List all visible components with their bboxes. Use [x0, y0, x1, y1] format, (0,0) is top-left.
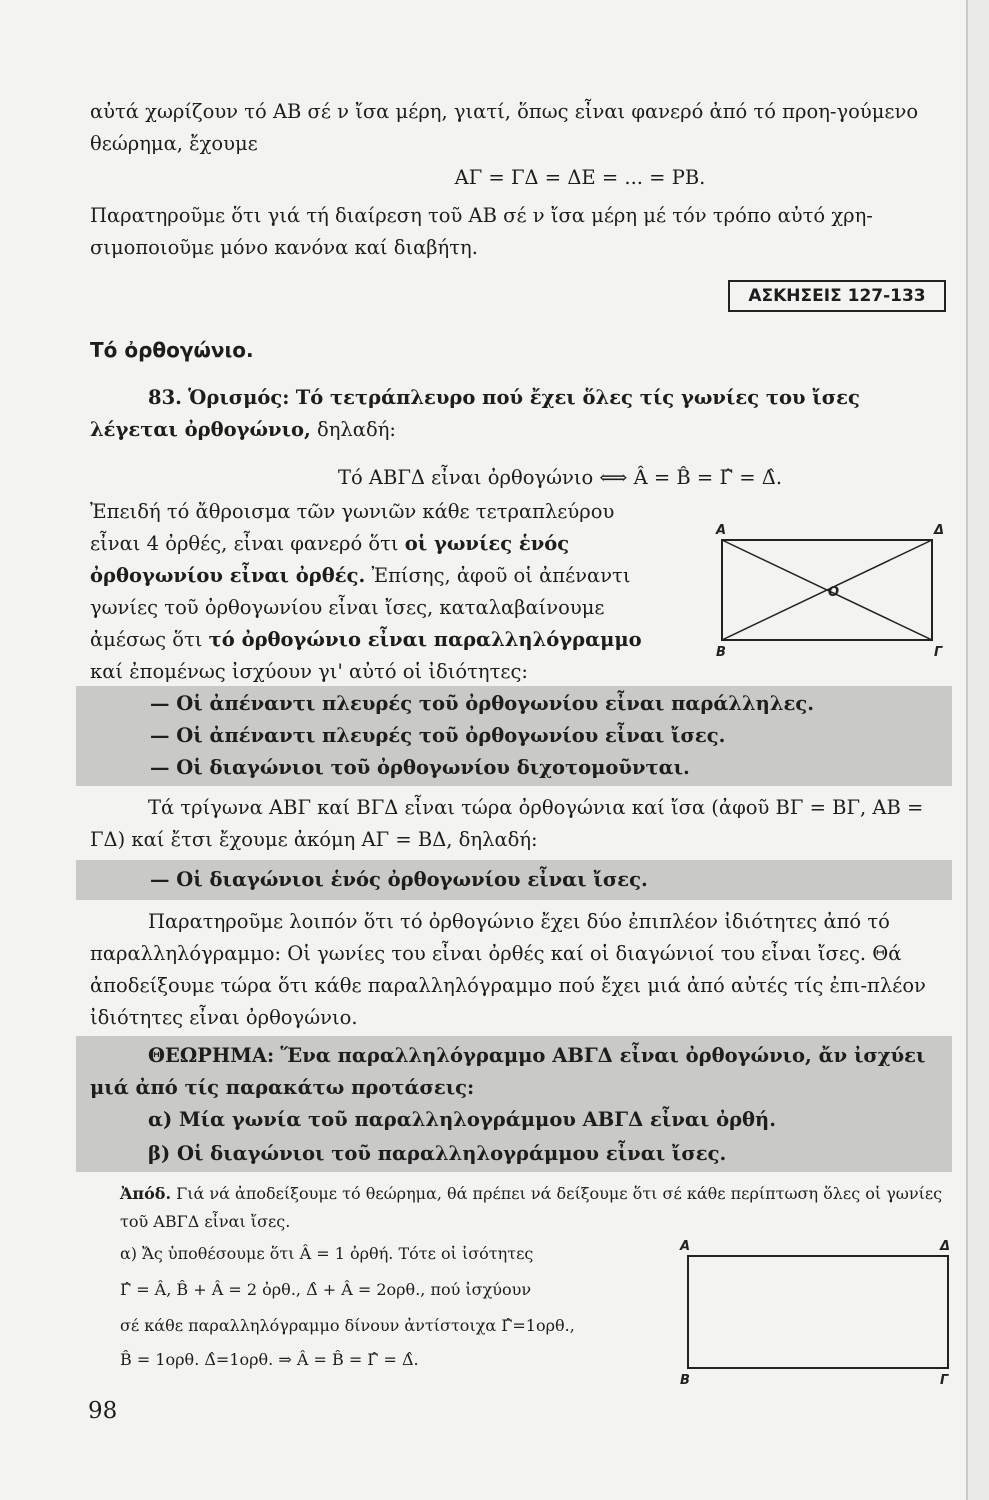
intro-paragraph: αὐτά χωρίζουν τό ΑΒ σέ ν ἴσα μέρη, γιατί, ὅπως εἶναι φανερό ἀπό τό προη-γούμενο θεώρημα, ἔχουμε	[90, 100, 919, 155]
book-spine	[966, 0, 989, 1500]
property-parallel: — Οἱ ἀπέναντι πλευρές τοῦ ὀρθογωνίου εἶναι παράλληλες.	[150, 692, 815, 715]
definition-text: Τό τετράπλευρο πού ἔχει ὅλες τίς γωνίες του ἴσες λέγεται ὀρθογώνιο,	[90, 386, 860, 441]
proof-label: Ἀπόδ.	[120, 1184, 172, 1203]
intro-remark: Παρατηροῦμε ὅτι γιά τή διαίρεση τοῦ ΑΒ σέ ν ἴσα μέρη μέ τόν τρόπο αὐτό χρη-σιμοποιοῦμε μόνο κανόνα καί διαβήτη.	[90, 204, 873, 259]
summary-paragraph: Παρατηροῦμε λοιπόν ὅτι τό ὀρθογώνιο ἔχει δύο ἐπιπλέον ἰδιότητες ἀπό τό παραλληλόγραμμο: Οἱ γωνίες του εἶναι ὀρθές καί οἱ διαγώνιοί του εἶναι ἴσες. Θά ἀποδείξουμε τώρα ὅτι κάθε παραλληλόγραμμο πού ἔχει μιά ἀπό αὐτές τίς ἐπι-πλέον ἰδιότητες εἶναι ὀρθογώνιο.	[90, 910, 926, 1029]
theorem-text: Ἕνα παραλληλόγραμμο ΑΒΓΔ εἶναι ὀρθογώνιο, ἄν ἰσχύει μιά ἀπό τίς παρακάτω προτάσεις:	[90, 1044, 926, 1099]
fig1-label-d: Δ	[934, 523, 945, 538]
para1-b: οἱ γωνίες ἑνός ὀρθογωνίου εἶναι ὀρθές.	[90, 532, 570, 587]
definition-equation: Τό ΑΒΓΔ εἶναι ὀρθογώνιο ⟺ Â = B̂ = Γ̂ = Δ̂.	[337, 466, 783, 489]
theorem	[90, 1040, 950, 1104]
rectangle-paragraph	[90, 496, 670, 688]
proof-a-line4: B̂ = 1ορθ. Δ̂=1ορθ. ⇒ Â = B̂ = Γ̂ = Δ̂.	[120, 1350, 419, 1369]
fig1-label-g: Γ	[934, 645, 943, 660]
definition-number: 83.	[148, 386, 182, 409]
proof-text: Γιά νά ἀποδείξουμε τό θεώρημα, θά πρέπει νά δείξουμε ὅτι σέ κάθε περίπτωση ὅλες οἱ γωνίες τοῦ ΑΒΓΔ εἶναι ἴσες.	[120, 1184, 943, 1231]
fig1-label-o: Ο	[828, 585, 840, 600]
section-heading: Τό ὀρθογώνιο.	[90, 338, 254, 362]
proof-a-line2: Γ̂ = Â, B̂ + Â = 2 ὀρθ., Δ̂ + Â = 2ορθ., πού ἰσχύουν	[120, 1280, 532, 1299]
fig2-label-d: Δ	[940, 1239, 951, 1254]
para1-a: Ἐπειδή τό ἄθροισμα τῶν γωνιῶν κάθε τετραπλεύρου εἶναι 4 ὀρθές, εἶναι φανερό ὅτι	[90, 500, 615, 555]
definition-label: Ὁρισμός:	[188, 386, 290, 409]
theorem-condition-b: β) Οἱ διαγώνιοι τοῦ παραλληλογράμμου εἶναι ἴσες.	[148, 1142, 727, 1165]
theorem-condition-a: α) Μία γωνία τοῦ παραλληλογράμμου ΑΒΓΔ εἶναι ὀρθή.	[148, 1108, 777, 1131]
proof-intro	[120, 1180, 950, 1236]
rectangle-figure	[712, 518, 952, 658]
proof-a-line1: α) Ἄς ὑποθέσουμε ὅτι Â = 1 ὀρθή. Τότε οἱ ἰσότητες	[120, 1244, 534, 1263]
fig2-label-b: Β	[680, 1373, 690, 1388]
property-equal: — Οἱ ἀπέναντι πλευρές τοῦ ὀρθογωνίου εἶναι ἴσες.	[150, 724, 726, 747]
fig1-label-b: Β	[716, 645, 726, 660]
para1-c: Ἐπίσης, ἀφοῦ οἱ ἀπέναντι γωνίες τοῦ ὀρθογωνίου εἶναι ἴσες, καταλαβαίνουμε ἀμέσως ὅτι	[90, 564, 631, 651]
exercises-box: ΑΣΚΗΣΕΙΣ 127-133	[728, 280, 946, 312]
theorem-label: ΘΕΩΡΗΜΑ:	[148, 1044, 275, 1067]
para1-e: καί ἐπομένως ἰσχύουν γι' αὐτό οἱ ἰδιότητες:	[90, 660, 528, 683]
triangles-paragraph: Τά τρίγωνα ΑΒΓ καί ΒΓΔ εἶναι τώρα ὀρθογώνια καί ἴσα (ἀφοῦ ΒΓ = ΒΓ, ΑΒ = ΓΔ) καί ἔτσι ἔχουμε ἀκόμη ΑΓ = ΒΔ, δηλαδή:	[90, 796, 924, 851]
definition-tail: δηλαδή:	[317, 418, 396, 441]
parallelogram-figure	[678, 1236, 968, 1386]
proof-a-line3: σέ κάθε παραλληλόγραμμο δίνουν ἀντίστοιχα Γ̂=1ορθ.,	[120, 1316, 575, 1335]
fig2-label-a: Α	[680, 1239, 691, 1254]
equation-segments: ΑΓ = ΓΔ = ΔΕ = ... = ΡΒ.	[454, 166, 706, 189]
property-bisect: — Οἱ διαγώνιοι τοῦ ὀρθογωνίου διχοτομοῦνται.	[150, 756, 690, 779]
page-number: 98	[88, 1398, 118, 1424]
definition	[90, 382, 950, 446]
fig2-label-g: Γ	[940, 1373, 949, 1388]
fig1-label-a: Α	[716, 523, 727, 538]
property-diagonals-equal: — Οἱ διαγώνιοι ἑνός ὀρθογωνίου εἶναι ἴσες.	[150, 868, 648, 891]
para1-d: τό ὀρθογώνιο εἶναι παραλληλόγραμμο	[208, 628, 642, 651]
